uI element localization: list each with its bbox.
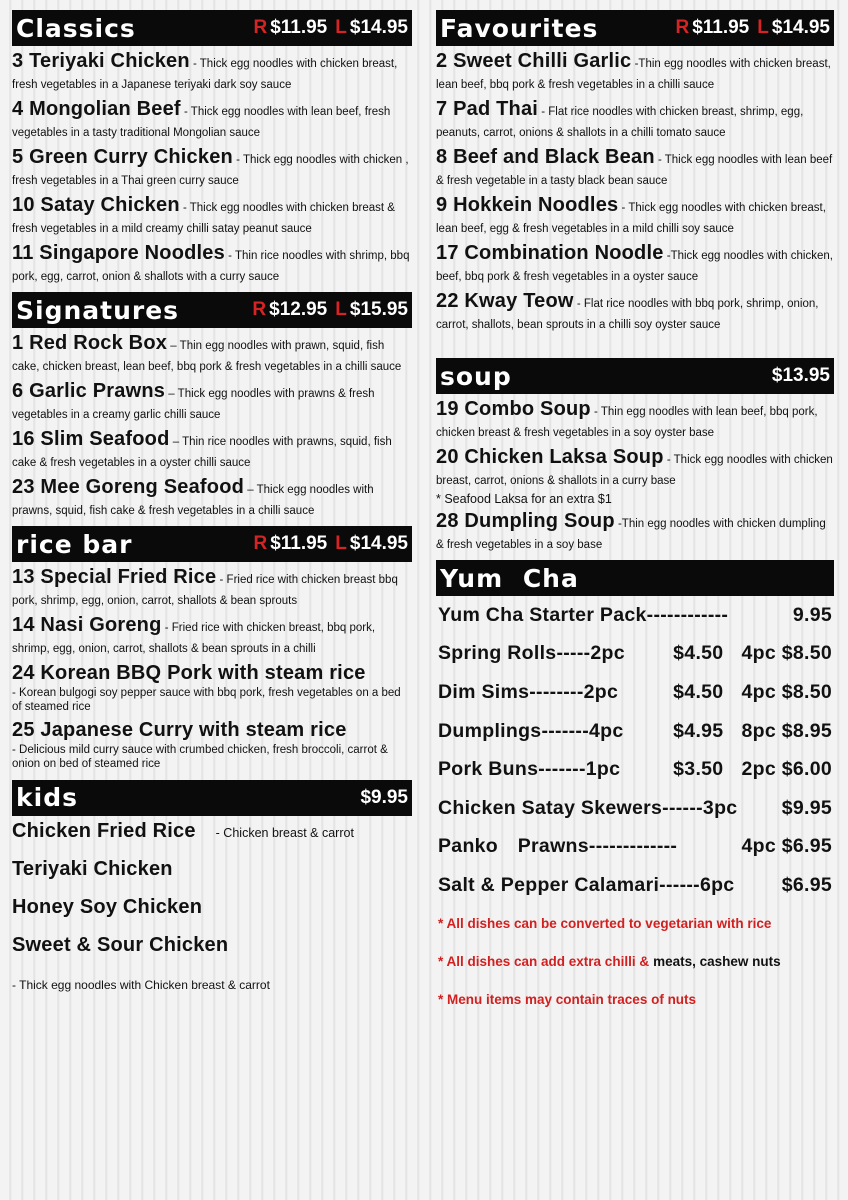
yum-cha-price: 9.95	[792, 603, 832, 626]
menu-item	[436, 509, 834, 554]
menu-item	[436, 397, 834, 442]
yum-cha-name: Dumplings-------4pc	[438, 719, 624, 742]
classics-header	[12, 10, 412, 46]
menu-item	[12, 49, 412, 94]
dish-description: -Thin egg noodles with chicken dumpling & fresh vegetables in a soy base	[436, 518, 826, 551]
dish-name: Sweet & Sour Chicken	[12, 933, 229, 956]
yum-cha-price: $4.50	[673, 642, 724, 665]
dish-description: - Flat rice noodles with bbq pork, shrimp, onion, carrot, shallots, bean sprouts in a chilli soy oyster sauce	[436, 298, 819, 331]
dish-description: - Thick egg noodles with chicken breast & fresh vegetables in a mild creamy chilli satay peanut sauce	[12, 202, 395, 235]
yum-cha-list	[436, 596, 834, 905]
dish-name: 5 Green Curry Chicken	[12, 146, 233, 168]
yum-cha-name: Spring Rolls-----2pc	[438, 642, 625, 665]
dish-name: Honey Soy Chicken	[12, 895, 203, 918]
dish-description: – Thin egg noodles with prawn, squid, fish cake, chicken breast, lean beef, bbq pork & fresh vegetables in a chilli sauce	[12, 340, 402, 373]
dish-name: 8 Beef and Black Bean	[436, 146, 655, 168]
dish-description: – Thick egg noodles with prawns, squid, fish cake & fresh vegetables in a chilli sauce	[12, 484, 374, 517]
yum-cha-price-large: 4pc $8.50	[741, 680, 832, 703]
dish-description: – Thin rice noodles with prawns, squid, fish cake & fresh vegetables in a oyster chilli sauce	[12, 436, 392, 469]
dish-name: 6 Garlic Prawns	[12, 380, 166, 402]
large-tag: L	[335, 17, 347, 38]
menu-notes	[436, 905, 834, 1019]
dish-name: 28 Dumpling Soup	[436, 510, 615, 532]
dish-description: - Thick egg noodles with chicken breast, lean beef, egg & fresh vegetables in a mild chilli soy sauce	[436, 202, 826, 235]
dish-name: 22 Kway Teow	[436, 290, 574, 312]
kids-list	[12, 820, 412, 992]
regular-price: $11.95	[692, 17, 750, 38]
vegetarian-note: * All dishes can be converted to vegetarian with rice	[438, 916, 772, 932]
classics-prices	[253, 17, 408, 39]
menu-item	[12, 820, 412, 858]
large-tag: L	[757, 17, 769, 38]
large-tag: L	[335, 299, 347, 320]
dish-description: - Thick egg noodles with chicken breast, carrot, onions & shallots in a curry base	[436, 454, 833, 487]
yum-cha-title: Yum Cha	[440, 563, 579, 593]
dish-name: 3 Teriyaki Chicken	[12, 50, 190, 72]
yum-cha-row	[438, 673, 832, 712]
menu-item	[436, 445, 834, 490]
regular-tag: R	[253, 533, 268, 554]
menu-item	[436, 97, 834, 142]
menu-item	[436, 145, 834, 190]
menu-item	[12, 565, 412, 610]
menu-item	[436, 49, 834, 94]
yum-cha-price-large: 8pc $8.95	[741, 719, 832, 742]
rice-bar-list	[12, 565, 412, 772]
dish-description: - Thick egg noodles with lean beef, fresh vegetables in a tasty traditional Mongolian sauce	[12, 106, 391, 139]
yum-cha-row	[438, 828, 832, 867]
menu-item	[436, 241, 834, 286]
menu-item	[12, 661, 412, 715]
large-price: $15.95	[349, 299, 408, 320]
yum-cha-row	[438, 750, 832, 789]
favourites-header	[436, 10, 834, 46]
dish-description: - Fried rice with chicken breast, bbq pork, shrimp, egg, onion, carrot, shallots & bean sprouts in a chilli	[12, 622, 376, 655]
regular-price: $11.95	[270, 533, 328, 554]
soup-title: soup	[440, 361, 512, 391]
menu-item	[12, 475, 412, 520]
dish-name: 13 Special Fried Rice	[12, 566, 217, 588]
yum-cha-price: $4.95	[673, 719, 724, 742]
signatures-list	[12, 331, 412, 520]
nuts-note: * Menu items may contain traces of nuts	[438, 992, 697, 1008]
dish-description: - Delicious mild curry sauce with crumbed chicken, fresh broccoli, carrot & onion on bed of steamed rice	[12, 743, 388, 771]
menu-item	[12, 896, 412, 934]
yum-cha-row	[438, 789, 832, 828]
menu-item	[12, 858, 412, 896]
yum-cha-name: Dim Sims--------2pc	[438, 680, 619, 703]
yum-cha-header	[436, 560, 834, 596]
regular-tag: R	[675, 17, 690, 38]
kids-price: $9.95	[360, 786, 408, 808]
kids-header	[12, 780, 412, 816]
regular-tag: R	[253, 17, 268, 38]
dish-description: -Thick egg noodles with chicken, beef, bbq pork & fresh vegetables in a oyster sauce	[436, 250, 833, 283]
dish-description: - Thin rice noodles with shrimp, bbq pork, egg, carrot, onion & shallots with a curry sauce	[12, 250, 410, 283]
yum-cha-price-large: 4pc $8.50	[741, 642, 832, 665]
signatures-title: Signatures	[16, 295, 180, 325]
favourites-prices	[675, 17, 830, 39]
large-price: $14.95	[349, 533, 408, 554]
menu-item	[12, 145, 412, 190]
regular-price: $11.95	[270, 17, 328, 38]
dish-name: 16 Slim Seafood	[12, 428, 170, 450]
menu-item	[12, 718, 412, 772]
dish-name: Chicken Fried Rice	[12, 819, 196, 842]
yum-cha-price: $6.95	[781, 873, 832, 896]
yum-cha-price: $3.50	[673, 758, 724, 781]
extras-note-black: meats, cashew nuts	[653, 954, 781, 970]
dish-description: – Thick egg noodles with prawns & fresh vegetables in a creamy garlic chilli sauce	[12, 388, 375, 421]
dish-name: 25 Japanese Curry with steam rice	[12, 718, 347, 741]
menu-item	[12, 613, 412, 658]
yum-cha-name: Yum Cha Starter Pack------------	[438, 603, 729, 626]
yum-cha-price: $4.50	[673, 680, 724, 703]
soup-note: * Seafood Laksa for an extra $1	[436, 492, 612, 506]
menu-item	[12, 379, 412, 424]
dish-description: - Thick egg noodles with chicken , fresh vegetables in a Thai green curry sauce	[12, 154, 409, 187]
rice-bar-prices	[253, 533, 408, 555]
left-column	[12, 10, 412, 992]
signatures-header	[12, 292, 412, 328]
menu-item	[436, 289, 834, 334]
dish-name: 23 Mee Goreng Seafood	[12, 476, 245, 498]
dish-description: - Korean bulgogi soy pepper sauce with bbq pork, fresh vegetables on a bed of steamed rice	[12, 687, 401, 714]
dish-name: 24 Korean BBQ Pork with steam rice	[12, 662, 366, 684]
yum-cha-row	[438, 635, 832, 674]
yum-cha-row	[438, 596, 832, 635]
regular-price: $12.95	[269, 299, 328, 320]
yum-cha-name: Chicken Satay Skewers------3pc	[438, 796, 738, 819]
soup-price: $13.95	[771, 365, 830, 386]
yum-cha-price-large: 2pc $6.00	[741, 758, 832, 781]
dish-name: 1 Red Rock Box	[12, 332, 168, 354]
menu-item	[436, 193, 834, 238]
dish-name: 20 Chicken Laksa Soup	[436, 446, 664, 468]
yum-cha-price: $9.95	[781, 796, 832, 819]
yum-cha-name: Pork Buns-------1pc	[438, 758, 621, 781]
classics-title: Classics	[16, 13, 136, 43]
extras-note	[438, 943, 832, 981]
dish-name: 9 Hokkein Noodles	[436, 194, 619, 216]
soup-header	[436, 358, 834, 394]
dish-description: - Fried rice with chicken breast bbq pork, shrimp, egg, onion, carrot, shallots & bean sprouts	[12, 574, 398, 607]
soup-list	[436, 397, 834, 554]
dish-description: - Thin egg noodles with lean beef, bbq pork, chicken breast & fresh vegetables in a soy oyster base	[436, 406, 818, 439]
menu-item	[12, 97, 412, 142]
kids-footer-note: - Thick egg noodles with Chicken breast & carrot	[12, 977, 270, 992]
dish-description: -Thin egg noodles with chicken breast, lean beef, bbq pork & fresh vegetables in a chilli sauce	[436, 58, 831, 91]
large-price: $14.95	[349, 17, 408, 38]
large-price: $14.95	[771, 17, 830, 38]
dish-name: 17 Combination Noodle	[436, 242, 664, 264]
dish-description: - Flat rice noodles with chicken breast, shrimp, egg, peanuts, carrot, onions & shallots in a chilli tomato sauce	[436, 106, 804, 139]
dish-name: 7 Pad Thai	[436, 98, 539, 120]
large-tag: L	[335, 533, 347, 554]
dish-name: 11 Singapore Noodles	[12, 242, 225, 264]
yum-cha-row	[438, 866, 832, 905]
rice-bar-title: rice bar	[16, 529, 133, 559]
yum-cha-name: Salt & Pepper Calamari------6pc	[438, 873, 735, 896]
dish-description: - Chicken breast & carrot	[215, 825, 354, 840]
right-column	[436, 10, 834, 1019]
menu-item	[12, 934, 412, 972]
rice-bar-header	[12, 526, 412, 562]
dish-name: Teriyaki Chicken	[12, 857, 173, 880]
favourites-title: Favourites	[440, 13, 599, 43]
favourites-list	[436, 49, 834, 334]
dish-description: - Thick egg noodles with lean beef & fresh vegetable in a tasty black bean sauce	[436, 154, 833, 187]
extras-note-red: * All dishes can add extra chilli &	[438, 954, 650, 970]
dish-name: 10 Satay Chicken	[12, 194, 180, 216]
dish-name: 14 Nasi Goreng	[12, 614, 162, 636]
regular-tag: R	[252, 299, 267, 320]
signatures-prices	[252, 299, 408, 321]
classics-list	[12, 49, 412, 286]
dish-name: 19 Combo Soup	[436, 398, 591, 420]
yum-cha-row	[438, 712, 832, 751]
yum-cha-price: 4pc $6.95	[741, 835, 832, 858]
dish-name: 2 Sweet Chilli Garlic	[436, 50, 632, 72]
menu-item	[12, 427, 412, 472]
dish-description: - Thick egg noodles with chicken breast, fresh vegetables in a Japanese teriyaki dark soy sauce	[12, 58, 398, 91]
kids-title: kids	[16, 783, 78, 812]
menu-item	[12, 193, 412, 238]
menu-item	[12, 241, 412, 286]
dish-name: 4 Mongolian Beef	[12, 98, 181, 120]
menu-item	[12, 331, 412, 376]
yum-cha-name: Panko Prawns-------------	[438, 835, 678, 858]
